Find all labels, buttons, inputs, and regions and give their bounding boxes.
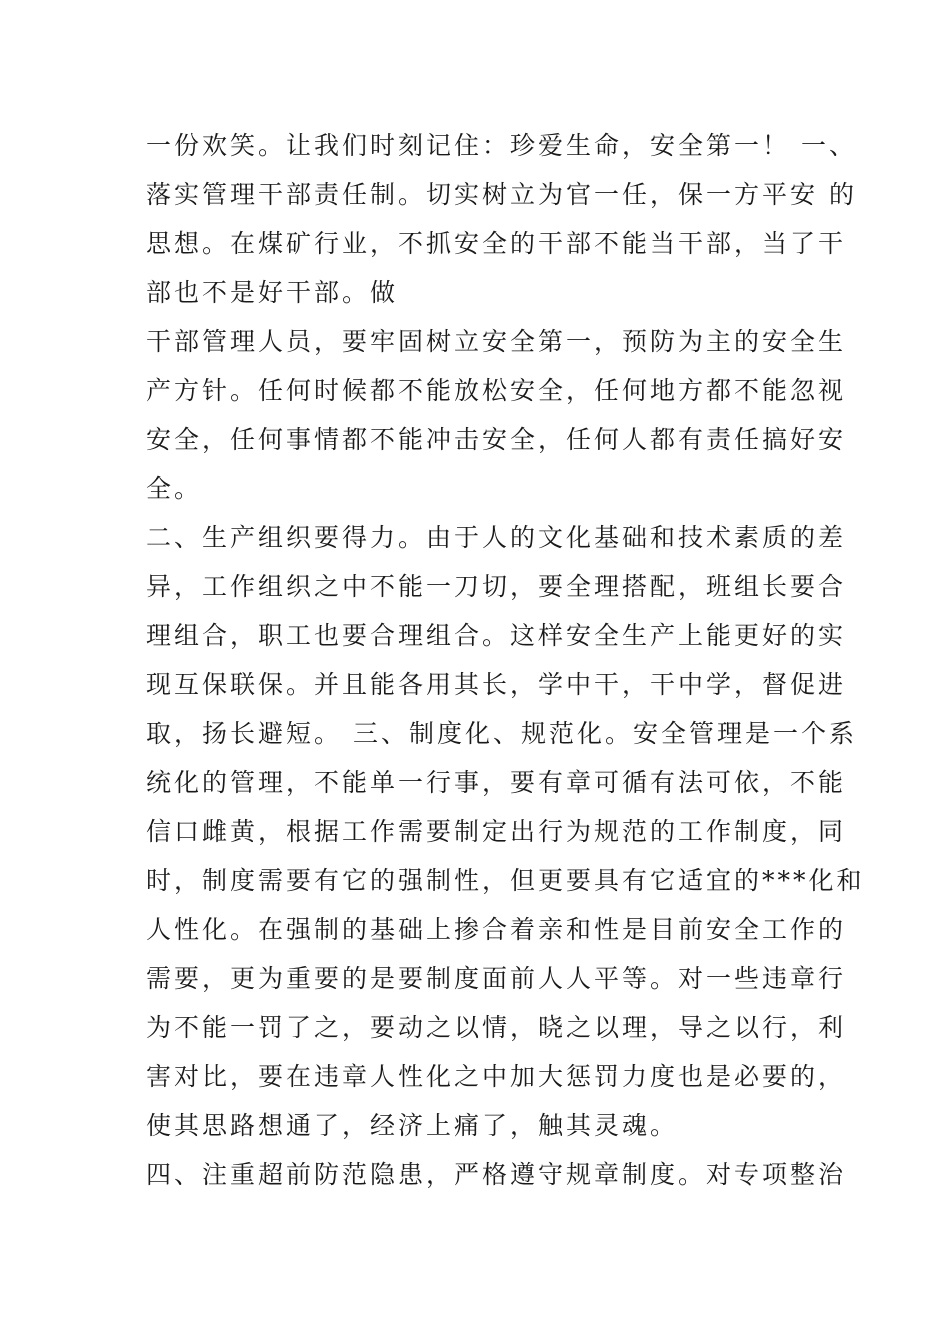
text-line: 信口雌黄，根据工作需要制定出行为规范的工作制度，同 — [146, 817, 847, 846]
text-line: 一份欢笑。让我们时刻记住：珍爱生命，安全第一！ 一、 — [146, 131, 857, 160]
text-line: 干部管理人员，要牢固树立安全第一，预防为主的安全生 — [146, 327, 847, 356]
text-line: 使其思路想通了，经济上痛了，触其灵魂。 — [146, 1111, 679, 1140]
text-line: 产方针。任何时候都不能放松安全，任何地方都不能忽视 — [146, 376, 847, 405]
body-text — [146, 121, 865, 1199]
text-line: 部也不是好干部。做 — [146, 278, 399, 307]
text-line: 取，扬长避短。 三、制度化、规范化。安全管理是一个系 — [146, 719, 857, 748]
text-line: 人性化。在强制的基础上掺合着亲和性是目前安全工作的 — [146, 915, 847, 944]
text-line: 落实管理干部责任制。切实树立为官一任，保一方平安 的 — [146, 180, 857, 209]
text-line: 异，工作组织之中不能一刀切，要全理搭配，班组长要合 — [146, 572, 847, 601]
text-line: 时，制度需要有它的强制性，但更要具有它适宜的***化和 — [146, 866, 865, 895]
text-line: 理组合，职工也要合理组合。这样安全生产上能更好的实 — [146, 621, 847, 650]
text-line: 二、生产组织要得力。由于人的文化基础和技术素质的差 — [146, 523, 847, 552]
text-line: 需要，更为重要的是要制度面前人人平等。对一些违章行 — [146, 964, 847, 993]
text-line: 全。 — [146, 474, 203, 503]
text-line: 安全，任何事情都不能冲击安全，任何人都有责任搞好安 — [146, 425, 847, 454]
text-line: 现互保联保。并且能各用其长，学中干，干中学，督促进 — [146, 670, 847, 699]
text-line: 思想。在煤矿行业，不抓安全的干部不能当干部，当了干 — [146, 229, 847, 258]
text-line: 为不能一罚了之，要动之以情，晓之以理，导之以行，利 — [146, 1013, 847, 1042]
text-line: 害对比，要在违章人性化之中加大惩罚力度也是必要的， — [146, 1062, 847, 1091]
text-line: 四、注重超前防范隐患，严格遵守规章制度。对专项整治 — [146, 1160, 847, 1189]
text-line: 统化的管理，不能单一行事，要有章可循有法可依，不能 — [146, 768, 847, 797]
